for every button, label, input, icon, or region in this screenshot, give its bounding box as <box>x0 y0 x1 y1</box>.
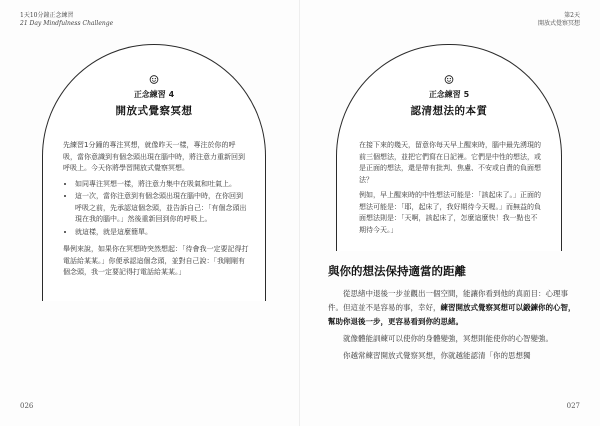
practice-step: • 這一次，當你注意到有個念頭出現在腦中時，在你回到呼吸之前，先承認這個念頭，並告訴自己：「有個念頭出現在我的腦中。」然後重新回到你的呼吸上。 <box>75 191 249 226</box>
body-emphasis: 練習開放式覺察冥想可以鍛鍊你的心智，幫助你退後一步，更容易看到你的思緒。 <box>328 303 576 326</box>
practice-body <box>63 140 249 283</box>
running-head-left <box>20 12 113 28</box>
section-heading: 與你的想法保持適當的距離 <box>328 264 466 278</box>
body-paragraph <box>328 287 580 329</box>
practice-example: 舉例來說，如果你在冥想時突然想起：「待會我一定要記得打電話給某某。」你便承認這個念頭，並對自己說：「我剛剛有個念頭，我一定要記得打電話給某某。」 <box>63 245 249 276</box>
practice-label: 正念練習 5 <box>428 90 470 99</box>
smiley-icon <box>445 75 454 84</box>
practice-label: 正念練習 4 <box>133 90 175 99</box>
practice-paragraph: 在接下來的幾天，留意你每天早上醒來時，腦中最先湧現的前三個想法，並把它們寫在日記裡。它們是中性的想法，或是正面的想法，還是帶有批判、焦慮、不安或自責的負面想法？ <box>359 141 541 184</box>
practice-title: 認清想法的本質 <box>410 105 488 117</box>
section-body <box>328 287 580 366</box>
body-paragraph: 就像體能訓練可以使你的身體變強，冥想則能使你的心智變強。 <box>343 334 553 343</box>
page-number-right: 027 <box>566 402 580 410</box>
body-paragraph: 你越常練習開放式覺察冥想，你就越能認清「你的思想獨 <box>343 351 531 360</box>
body-text-span: 從思緒中退後一步並觀出一個空間，能讓你看到他的真面目：心理事件。但這並不是容易的事，幸好， <box>328 289 568 312</box>
practice-card-4 <box>42 44 266 301</box>
running-head-right <box>538 12 580 28</box>
day-topic: 開放式覺察冥想 <box>537 20 580 27</box>
practice-body <box>359 140 543 240</box>
book-title-zh: 1天10分鐘正念練習 <box>20 12 74 19</box>
practice-intro: 先練習1分鐘的專注冥想，就像昨天一樣，專注於你的呼吸，當你意識到有個念頭出現在腦中時，將注意力重新回到呼吸上。今天你將學習開放式覺察冥想。 <box>63 141 245 172</box>
practice-title: 開放式覺察冥想 <box>115 105 193 117</box>
practice-card-5 <box>336 44 562 251</box>
practice-paragraph: 例如，早上醒來時的中性想法可能是：「該起床了。」正面的想法可能是：「耶，起床了，我好期待今天喔。」而無益的負面想法則是：「天啊，該起床了，怎麼這麼快！我一點也不期待今天。」 <box>359 191 541 234</box>
right-page <box>300 0 600 426</box>
practice-step: • 如同專注冥想一樣，將注意力集中在吸氣和吐氣上。 <box>75 179 249 191</box>
smiley-icon <box>150 75 159 84</box>
practice-step: • 就這樣，就是這麼簡單。 <box>75 227 249 239</box>
page-number-left: 026 <box>20 402 34 410</box>
practice-steps <box>63 179 249 239</box>
book-title-en: 21 Day Mindfulness Challenge <box>20 20 114 27</box>
day-label: 第2天 <box>564 12 580 19</box>
